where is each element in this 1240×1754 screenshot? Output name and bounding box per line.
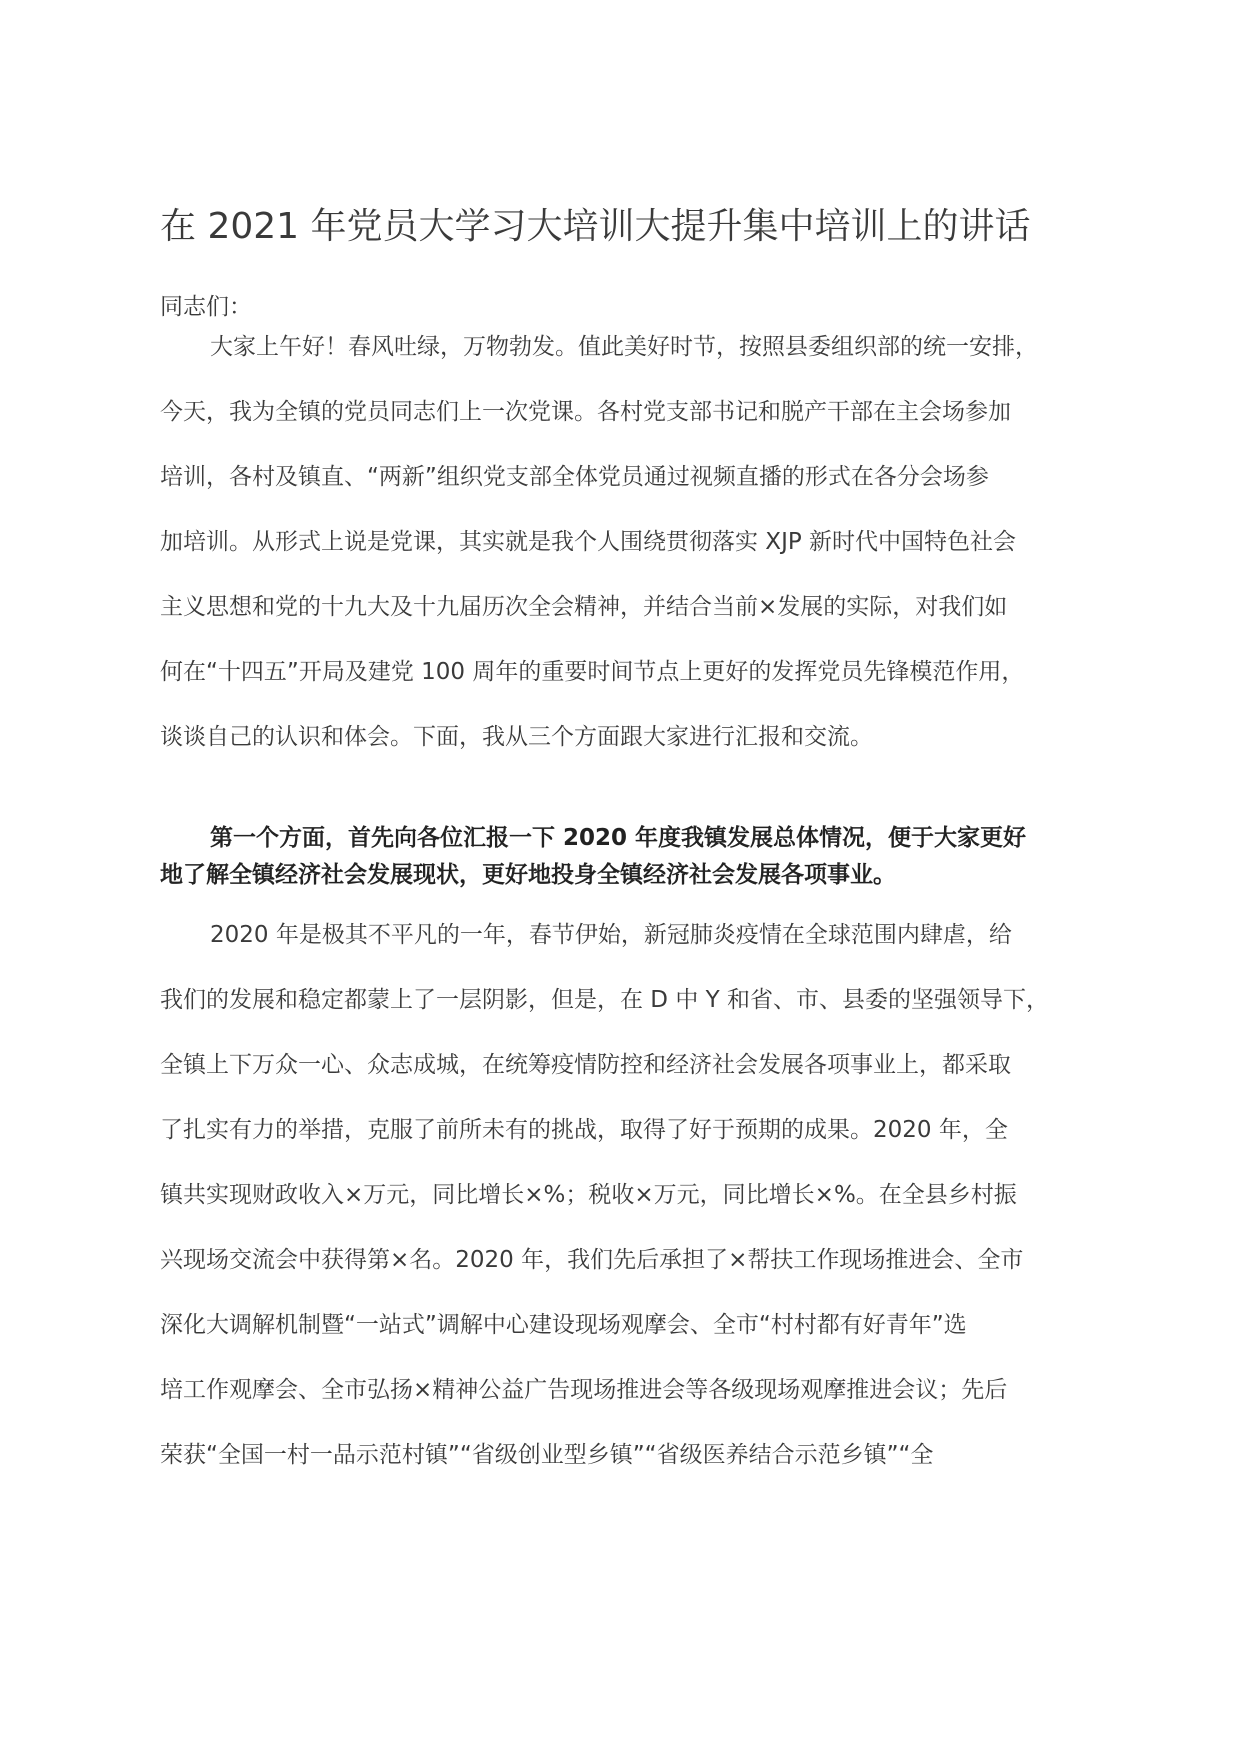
- paragraph-line: 大家上午好！春风吐绿，万物勃发。值此美好时节，按照县委组织部的统一安排，: [210, 334, 1038, 360]
- paragraph-overview: [160, 918, 1110, 1503]
- paragraph-line: 第一个方面，首先向各位汇报一下 2020 年度我镇发展总体情况，便于大家更好: [210, 825, 1027, 851]
- paragraph-line: 荣获“全国一村一品示范村镇”“省级创业型乡镇”“省级医养结合示范乡镇”“全: [160, 1442, 934, 1468]
- paragraph-line: 何在“十四五”开局及建党 100 周年的重要时间节点上更好的发挥党员先锋模范作用，: [160, 659, 1025, 685]
- paragraph-section-heading: [160, 821, 1110, 895]
- paragraph-line: 谈谈自己的认识和体会。下面，我从三个方面跟大家进行汇报和交流。: [160, 724, 873, 750]
- paragraph-line: 了扎实有力的举措，克服了前所未有的挑战，取得了好于预期的成果。2020 年，全: [160, 1117, 1008, 1143]
- paragraph-line: 主义思想和党的十九大及十九届历次全会精神，并结合当前×发展的实际，对我们如: [160, 594, 1008, 620]
- paragraph-line: 培工作观摩会、全市弘扬×精神公益广告现场推进会等各级现场观摩推进会议；先后: [160, 1377, 1008, 1403]
- paragraph-line: 地了解全镇经济社会发展现状，更好地投身全镇经济社会发展各项事业。: [160, 862, 896, 888]
- paragraph-line: 全镇上下万众一心、众志成城，在统筹疫情防控和经济社会发展各项事业上，都采取: [160, 1052, 1011, 1078]
- paragraph-line: 今天，我为全镇的党员同志们上一次党课。各村党支部书记和脱产干部在主会场参加: [160, 399, 1011, 425]
- paragraph-line: 兴现场交流会中获得第×名。2020 年，我们先后承担了×帮扶工作现场推进会、全市: [160, 1247, 1024, 1273]
- paragraph-line: 培训，各村及镇直、“两新”组织党支部全体党员通过视频直播的形式在各分会场参: [160, 464, 989, 490]
- paragraph-line: 2020 年是极其不平凡的一年，春节伊始，新冠肺炎疫情在全球范围内肆虐，给: [210, 922, 1012, 948]
- paragraph-line: 加培训。从形式上说是党课，其实就是我个人围绕贯彻落实 XJP 新时代中国特色社会: [160, 529, 1017, 555]
- paragraph-opening: [160, 330, 1110, 785]
- document-title: 在 2021 年党员大学习大培训大提升集中培训上的讲话: [160, 206, 1031, 247]
- paragraph-line: 镇共实现财政收入×万元，同比增长×%；税收×万元，同比增长×%。在全县乡村振: [160, 1182, 1017, 1208]
- salutation: 同志们：: [160, 294, 252, 320]
- paragraph-line: 我们的发展和稳定都蒙上了一层阴影，但是，在 D 中 Y 和省、市、县委的坚强领导下，: [160, 987, 1050, 1013]
- paragraph-line: 深化大调解机制暨“一站式”调解中心建设现场观摩会、全市“村村都有好青年”选: [160, 1312, 967, 1338]
